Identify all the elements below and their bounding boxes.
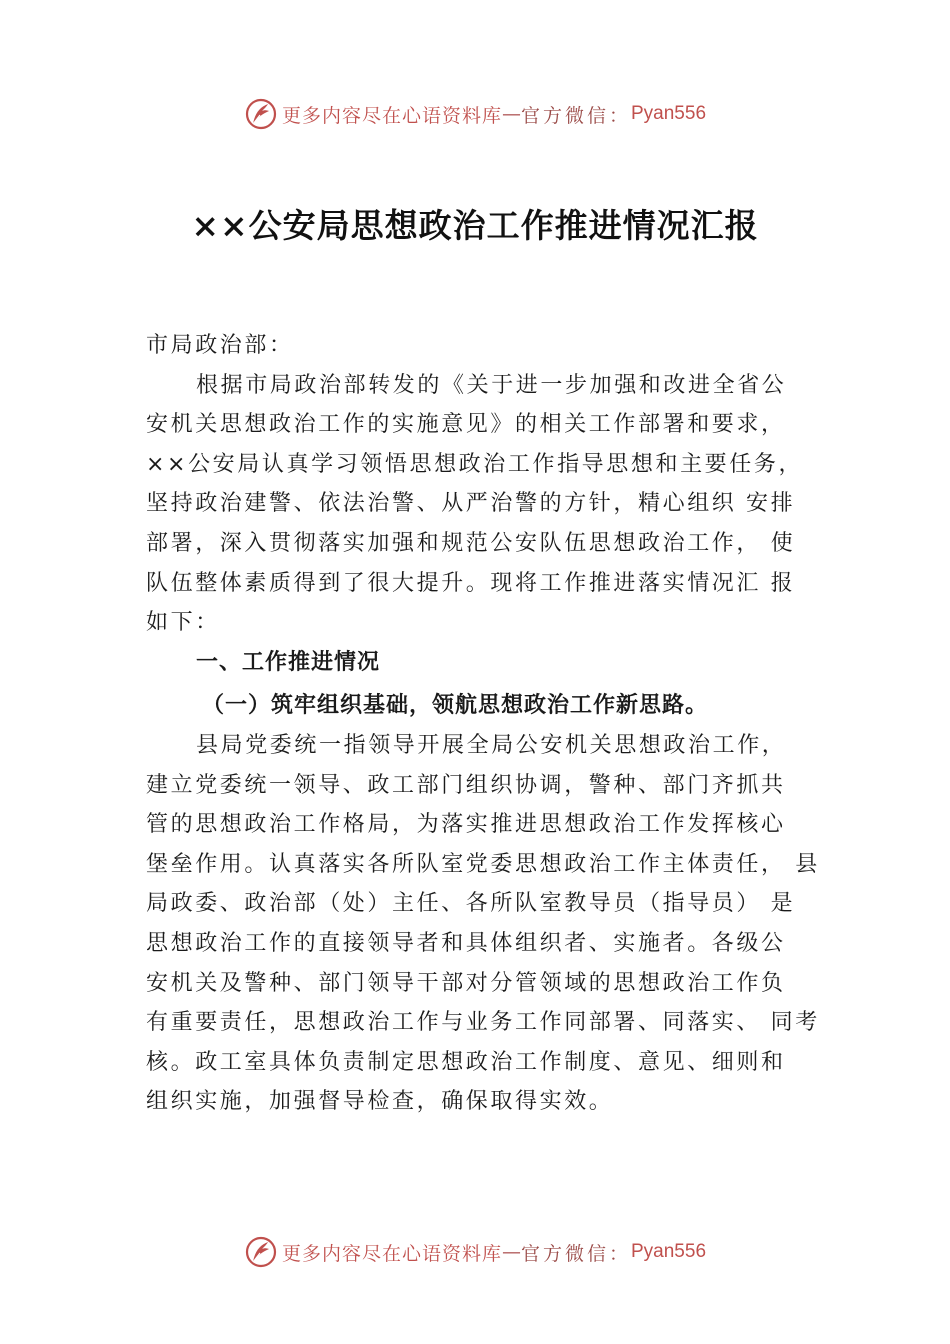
watermark-site-text: 更多内容尽在心语资料库 — [281, 104, 502, 127]
watermark-account: Pyan556 — [631, 103, 707, 124]
paragraph-line: 如下： — [146, 610, 220, 636]
paragraph-organization — [146, 726, 846, 1122]
watermark-label: 官方微信： — [520, 1242, 631, 1265]
paragraph-intro — [146, 366, 846, 643]
paragraph-line: 堡垒作用。认真落实各所队室党委思想政治工作主体责任， 县 — [146, 851, 820, 877]
paragraph-line: 管的思想政治工作格局，为落实推进思想政治工作发挥核心 — [146, 812, 786, 838]
watermark-footer — [0, 1232, 950, 1272]
feather-pen-icon — [244, 97, 278, 131]
paragraph-line: 安机关思想政治工作的实施意见》的相关工作部署和要求， — [146, 412, 786, 438]
paragraph-line: 局政委、政治部（处）主任、各所队室教导员（指导员） 是 — [146, 891, 796, 917]
section-heading: 一、工作推进情况 — [196, 648, 381, 675]
paragraph-line: 根据市局政治部转发的《关于进一步加强和改进全省公 — [196, 372, 787, 398]
paragraph-line: 坚持政治建警、依法治警、从严治警的方针，精心组织 安排 — [146, 491, 796, 517]
paragraph-line: 部署，深入贯彻落实加强和规范公安队伍思想政治工作， 使 — [146, 530, 796, 556]
paragraph-line: 安机关及警种、部门领导干部对分管领域的思想政治工作负 — [146, 970, 786, 996]
watermark-dash: — — [501, 103, 521, 125]
watermark-account: Pyan556 — [631, 1241, 707, 1262]
watermark-header — [0, 94, 950, 134]
feather-pen-icon — [244, 1235, 278, 1269]
paragraph-line: 思想政治工作的直接领导者和具体组织者、实施者。各级公 — [146, 930, 786, 956]
watermark-dash: — — [501, 1241, 521, 1263]
document-title: ××公安局思想政治工作推进情况汇报 — [191, 206, 759, 245]
paragraph-line: 队伍整体素质得到了很大提升。现将工作推进落实情况汇 报 — [146, 570, 796, 596]
paragraph-line: ××公安局认真学习领悟思想政治工作指导思想和主要任务， — [146, 451, 804, 477]
watermark-site-text: 更多内容尽在心语资料库 — [281, 1242, 502, 1265]
paragraph-line: 建立党委统一领导、政工部门组织协调，警种、部门齐抓共 — [146, 772, 786, 798]
paragraph-line: 有重要责任，思想政治工作与业务工作同部署、同落实、 同考 — [146, 1010, 820, 1036]
addressee: 市局政治部： — [146, 333, 294, 358]
subsection-heading: （一）筑牢组织基础，领航思想政治工作新思路。 — [202, 692, 709, 719]
paragraph-line: 县局党委统一指领导开展全局公安机关思想政治工作， — [196, 732, 787, 758]
paragraph-line: 核。政工室具体负责制定思想政治工作制度、意见、细则和 — [146, 1049, 786, 1075]
watermark-label: 官方微信： — [520, 104, 631, 127]
document-body — [146, 326, 846, 1122]
paragraph-line: 组织实施，加强督导检查，确保取得实效。 — [146, 1089, 614, 1115]
